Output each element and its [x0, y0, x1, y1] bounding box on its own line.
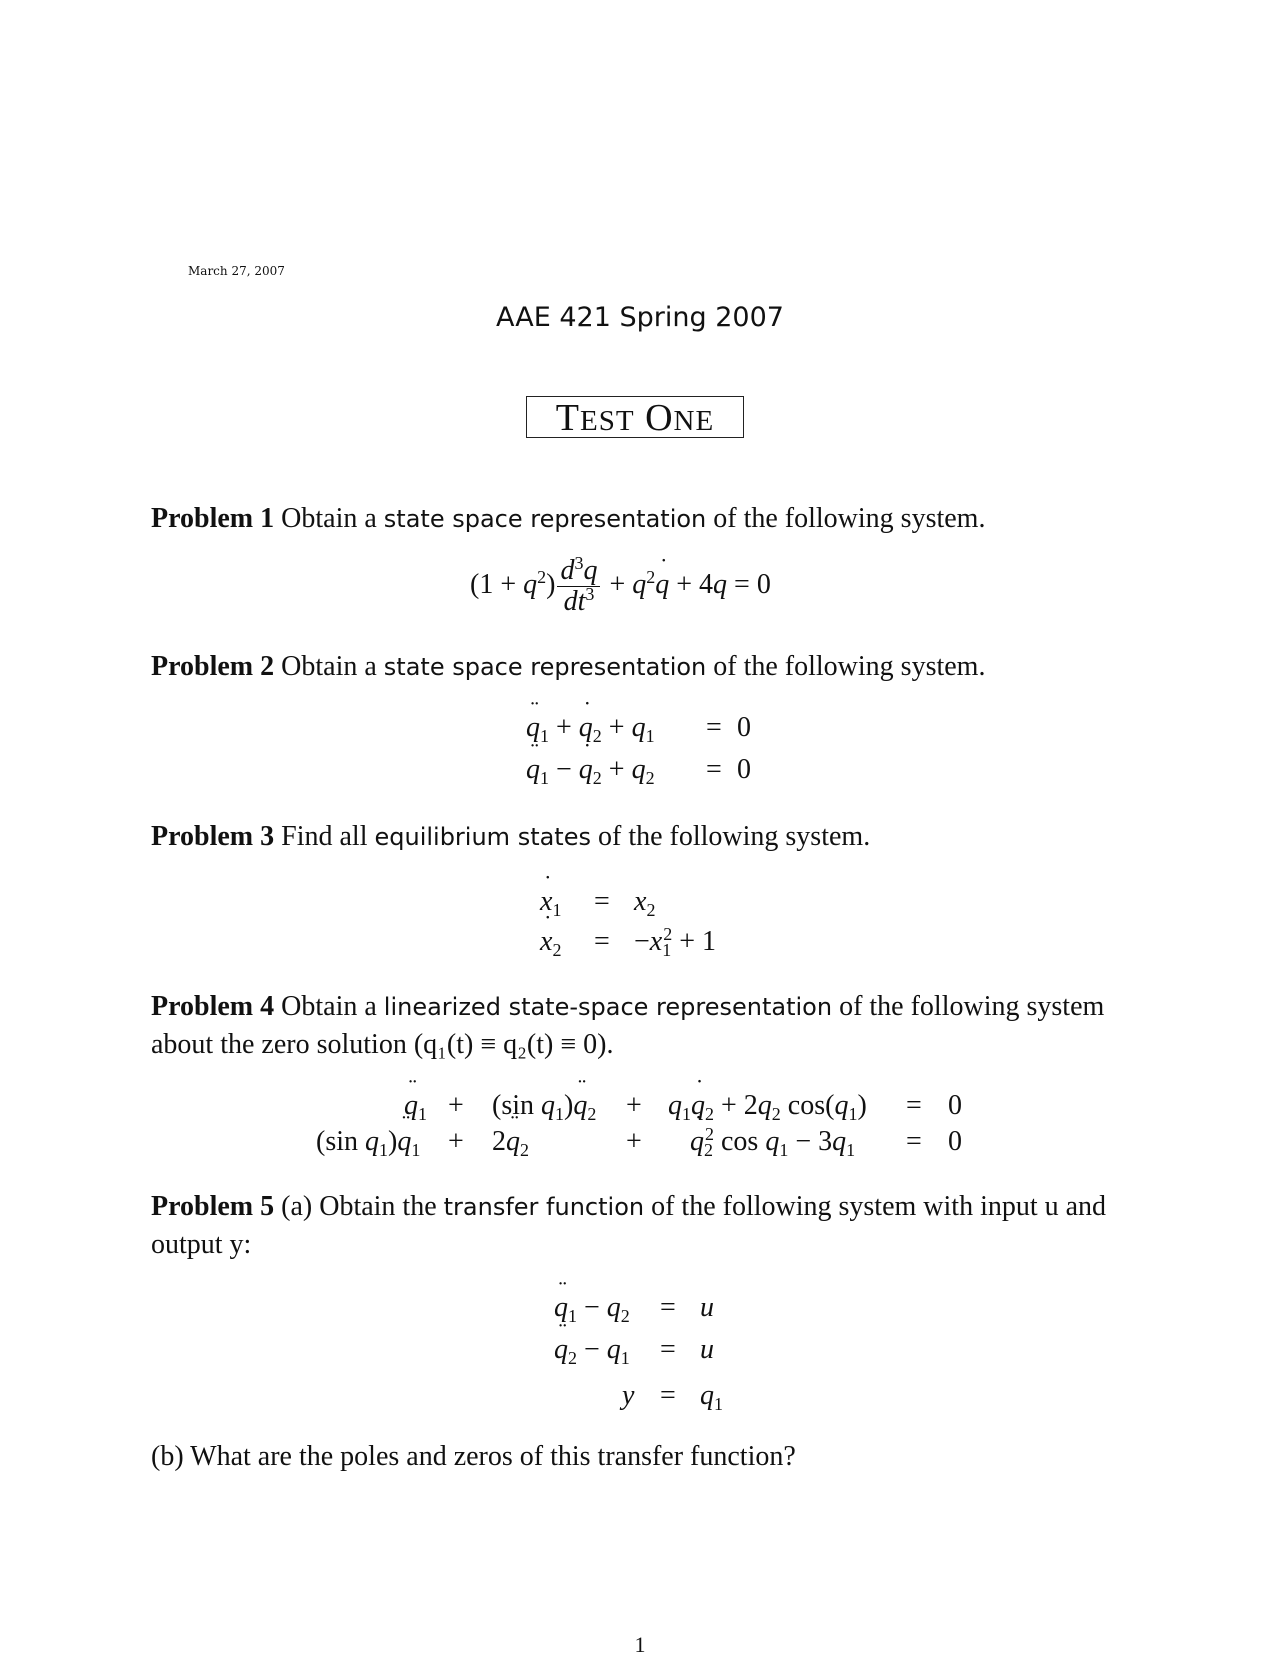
course-title: AAE 421 Spring 2007: [496, 302, 784, 333]
equation-5c: y: [622, 1380, 635, 1411]
equation-2b: ¨ $q_1$ − ˙ $q_2 + q_2$: [526, 754, 655, 786]
equation-3a: ˙ $x_1$: [540, 886, 561, 918]
equation-2a: ¨ $q_1$ + ˙ $q_2 + q_1$: [526, 712, 655, 744]
equation-4b: (sin $q_1)¨$ $q_1$: [316, 1126, 420, 1158]
problem-2: Problem 2 Obtain a state space representation of the following system.: [151, 651, 986, 682]
page-number: 1: [634, 1632, 646, 1657]
problem-1: Problem 1 Obtain a state space representation of the following system.: [151, 503, 986, 534]
equation-1: $(1 + q^2)$ $\frac{d^3q}{dt^3}$ + $q^2˙$ q + 4q = 0: [470, 556, 771, 617]
date: March 27, 2007: [188, 264, 285, 278]
problem-5b: (b) What are the poles and zeros of this transfer function?: [151, 1441, 796, 1472]
problem-4: Problem 4 Obtain a linearized state-space representation of the following system about the zero solution (q₁(t) ≡ q₂(t) ≡ 0).: [151, 991, 1105, 1060]
problem-5: Problem 5 (a) Obtain the transfer function of the following system with input u and output y:: [151, 1191, 1107, 1260]
equation-5a: ¨ $q_1 - q_2$: [554, 1292, 630, 1324]
problem-3: Problem 3 Find all equilibrium states of the following system.: [151, 821, 871, 852]
equation-5b: ¨ $q_2 - q_1$: [554, 1334, 630, 1366]
test-title-box: TEST ONE: [526, 396, 744, 438]
equation-3b: ˙ $x_2$: [540, 926, 561, 958]
equation-4a: ¨ $q_1$: [404, 1090, 427, 1122]
